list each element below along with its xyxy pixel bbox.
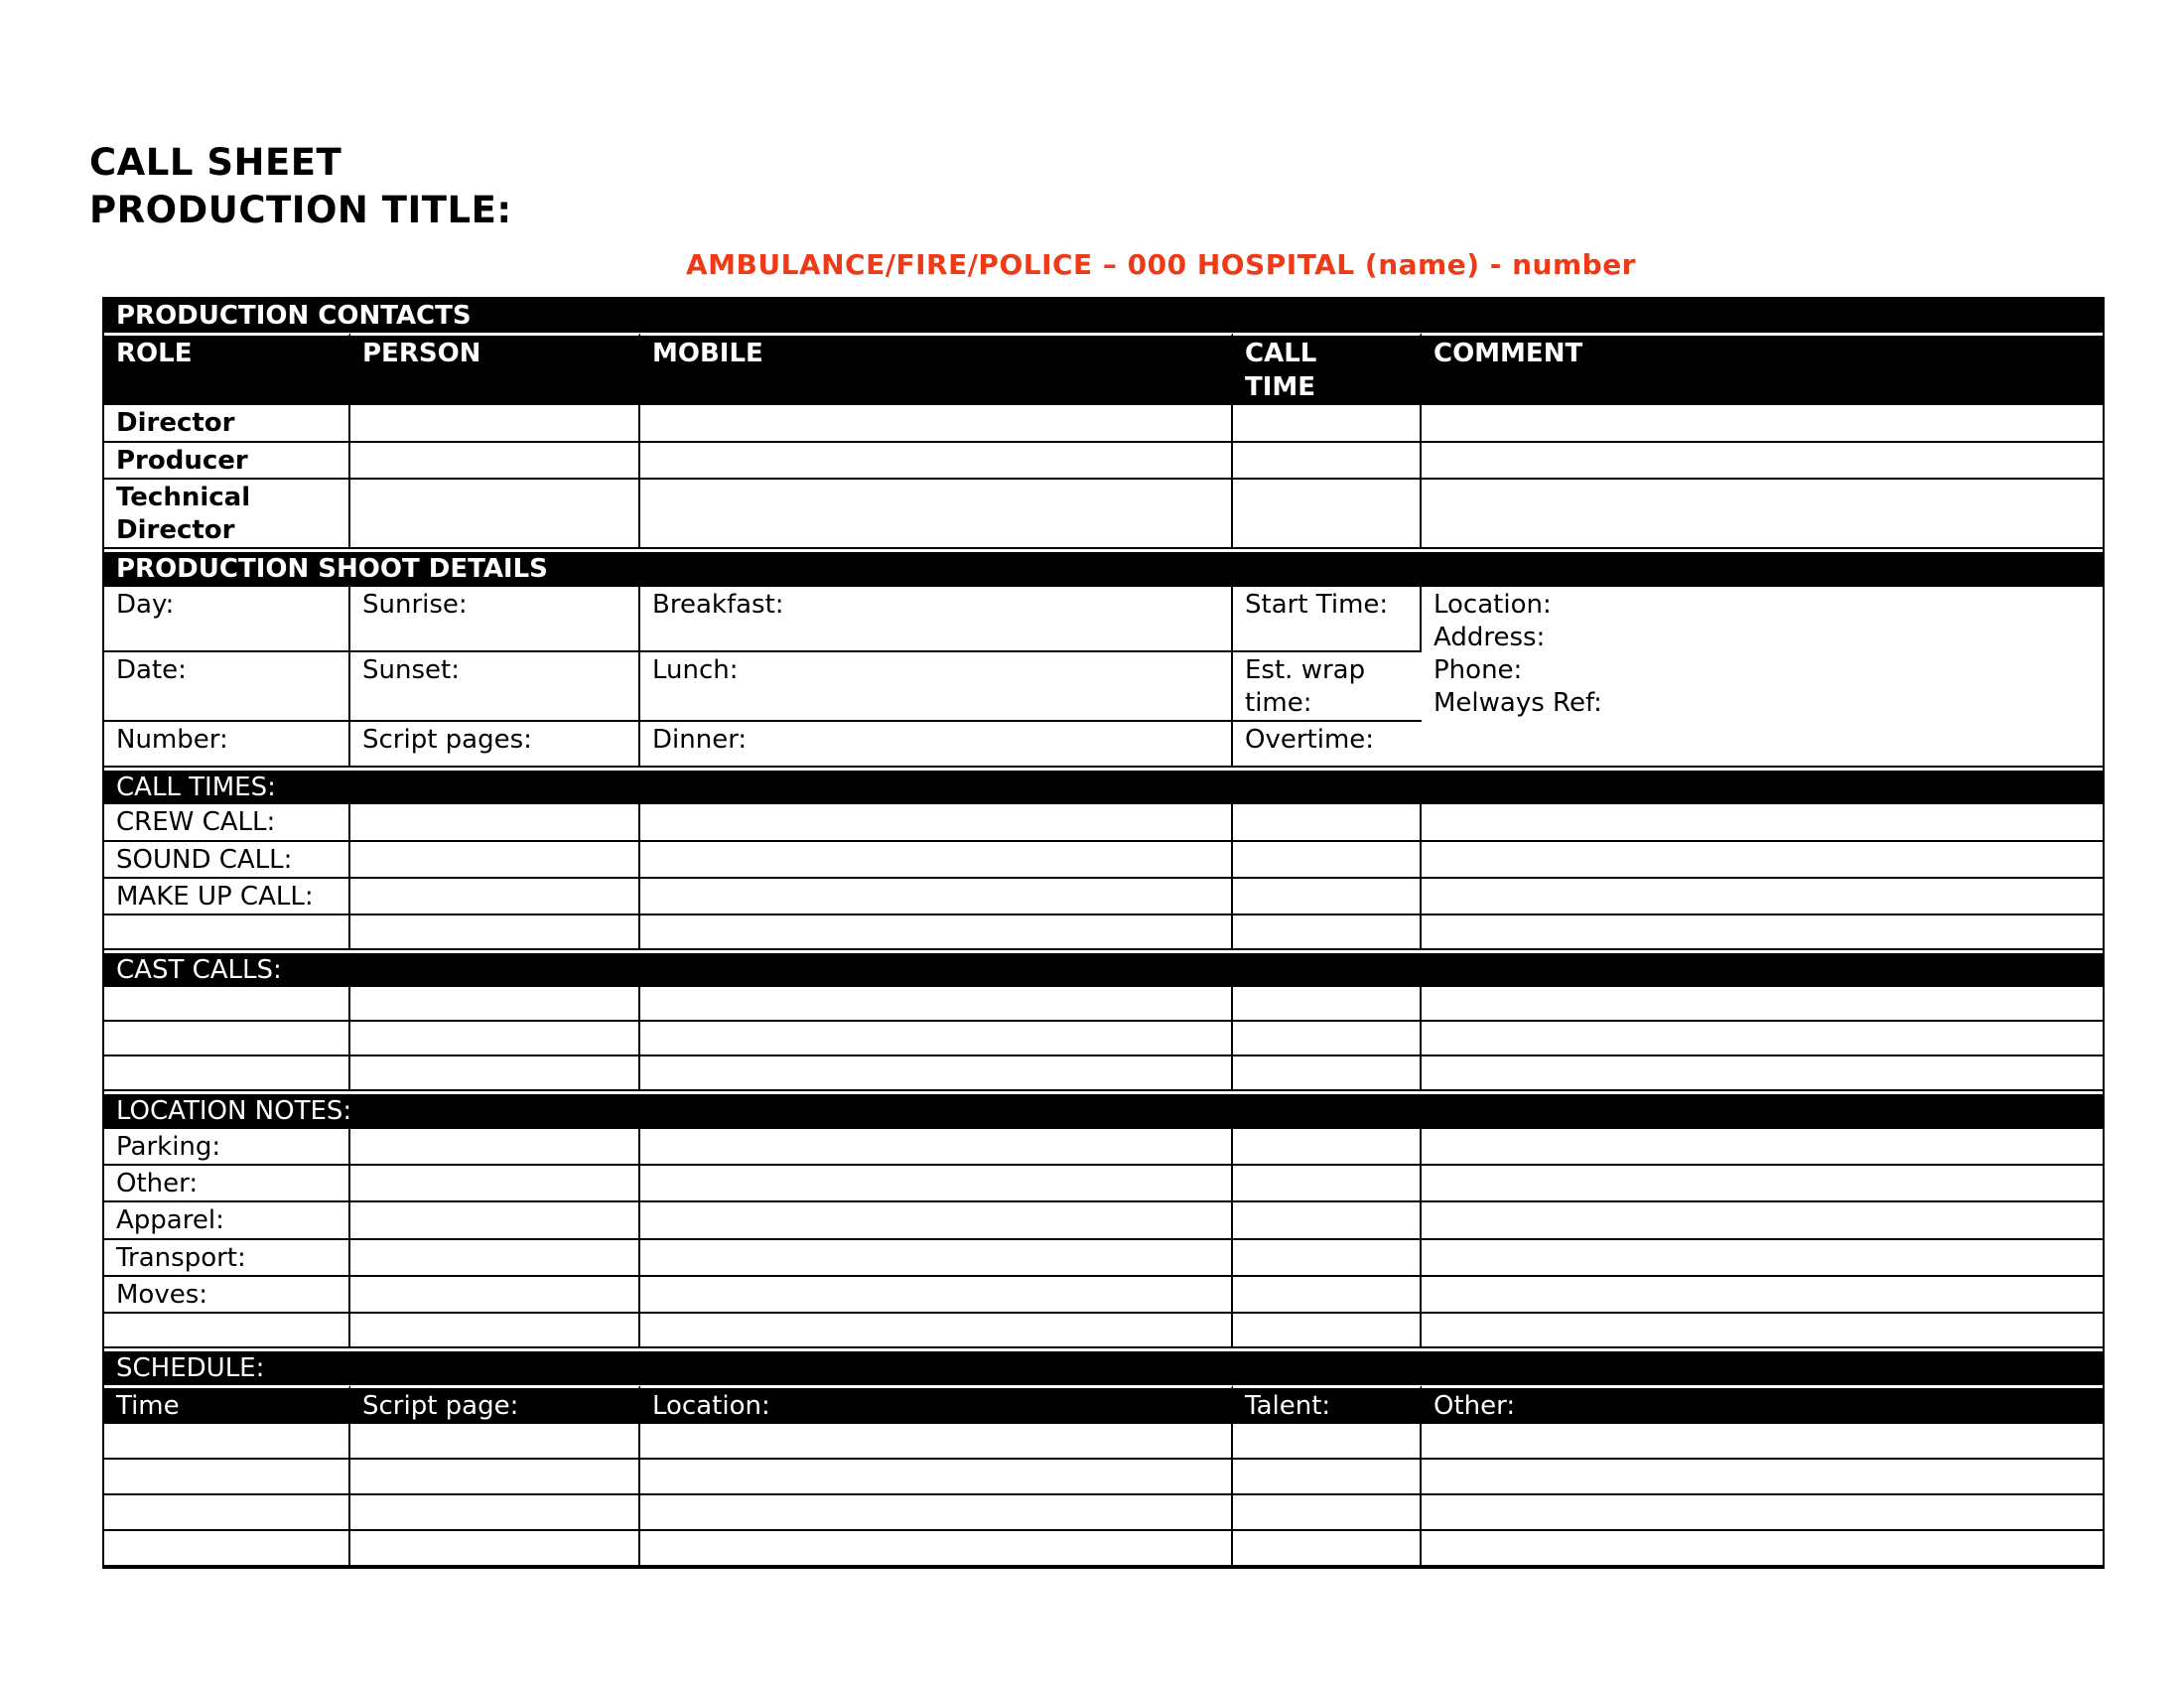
cast-call-cell[interactable] — [1422, 1056, 2103, 1091]
cast-call-cell[interactable] — [104, 1056, 350, 1091]
section-band-production-contacts: PRODUCTION CONTACTS — [104, 299, 2103, 333]
column-header-comment: COMMENT — [1422, 333, 2103, 405]
schedule-row-cell[interactable] — [640, 1531, 1233, 1567]
make-up-call-cell[interactable] — [1233, 879, 1422, 915]
column-header-call-time — [1233, 333, 1422, 405]
schedule-row-cell[interactable] — [104, 1460, 350, 1495]
table-row — [104, 1495, 2103, 1531]
schedule-row-cell[interactable] — [640, 1460, 1233, 1495]
make-up-call-cell[interactable] — [1422, 879, 2103, 915]
table-row — [104, 915, 2103, 950]
column-header-call-time-label: CALL TIME — [1245, 339, 1317, 402]
moves-cell[interactable] — [350, 1277, 640, 1314]
moves-cell[interactable] — [1233, 1277, 1422, 1314]
producer-mobile-cell[interactable] — [640, 443, 1233, 480]
table-row — [104, 1460, 2103, 1495]
section-band-call-times: CALL TIMES: — [104, 768, 2103, 804]
table-row — [104, 1277, 2103, 1314]
parking-cell[interactable] — [640, 1129, 1233, 1166]
role-label-director: Director — [104, 405, 350, 442]
blank-cell[interactable] — [1422, 915, 2103, 950]
table-row — [104, 1240, 2103, 1277]
table-row — [104, 987, 2103, 1022]
cast-call-cell[interactable] — [350, 1056, 640, 1091]
melways-ref-label[interactable]: Melways Ref: — [1433, 688, 1602, 719]
moves-cell[interactable] — [1422, 1277, 2103, 1314]
cast-call-cell[interactable] — [104, 987, 350, 1022]
schedule-header-talent: Talent: — [1233, 1385, 1422, 1423]
other-cell[interactable] — [1233, 1166, 1422, 1202]
crew-call-cell[interactable] — [1422, 804, 2103, 841]
cast-call-cell[interactable] — [640, 1022, 1233, 1056]
cast-call-cell[interactable] — [350, 1022, 640, 1056]
blank-cell[interactable] — [640, 1314, 1233, 1348]
other-cell[interactable] — [350, 1166, 640, 1202]
table-row — [104, 480, 2103, 550]
other-cell[interactable] — [1422, 1166, 2103, 1202]
location-address-block[interactable] — [1422, 587, 2103, 769]
make-up-call-cell[interactable] — [640, 879, 1233, 915]
director-call-time-cell[interactable] — [1233, 405, 1422, 442]
schedule-row-cell[interactable] — [104, 1531, 350, 1567]
cast-call-cell[interactable] — [104, 1022, 350, 1056]
column-header-person: PERSON — [350, 333, 640, 405]
producer-comment-cell[interactable] — [1422, 443, 2103, 480]
schedule-row-cell[interactable] — [1422, 1531, 2103, 1567]
transport-cell[interactable] — [350, 1240, 640, 1277]
schedule-row-cell[interactable] — [1233, 1495, 1422, 1531]
table-row — [104, 1531, 2103, 1567]
apparel-cell[interactable] — [1422, 1202, 2103, 1239]
page-title-line2: PRODUCTION TITLE: — [89, 189, 512, 231]
blank-cell[interactable] — [640, 915, 1233, 950]
other-cell[interactable] — [640, 1166, 1233, 1202]
lunch-label[interactable]: Lunch: — [640, 652, 1233, 723]
phone-label[interactable]: Phone: — [1433, 655, 1523, 686]
technical-director-call-time-cell[interactable] — [1233, 480, 1422, 550]
schedule-header-location: Location: — [640, 1385, 1233, 1423]
table-row — [104, 1166, 2103, 1202]
address-label[interactable]: Address: — [1433, 622, 1546, 652]
blank-cell[interactable] — [104, 915, 350, 950]
technical-director-comment-cell[interactable] — [1422, 480, 2103, 550]
schedule-row-cell[interactable] — [350, 1424, 640, 1460]
schedule-row-cell[interactable] — [1233, 1424, 1422, 1460]
make-up-call-cell[interactable] — [350, 879, 640, 915]
blank-cell[interactable] — [1422, 1314, 2103, 1348]
table-row — [104, 1129, 2103, 1166]
producer-call-time-cell[interactable] — [1233, 443, 1422, 480]
director-person-cell[interactable] — [350, 405, 640, 442]
technical-director-person-cell[interactable] — [350, 480, 640, 550]
sound-call-cell[interactable] — [640, 842, 1233, 879]
table-row — [104, 443, 2103, 480]
blank-cell[interactable] — [350, 915, 640, 950]
sound-call-cell[interactable] — [1422, 842, 2103, 879]
cast-call-cell[interactable] — [1233, 1056, 1422, 1091]
breakfast-label[interactable]: Breakfast: — [640, 587, 1233, 652]
moves-cell[interactable] — [640, 1277, 1233, 1314]
location-label[interactable]: Location: — [1433, 589, 1552, 620]
crew-call-cell[interactable] — [640, 804, 1233, 841]
overtime-label[interactable]: Overtime: — [1233, 722, 1422, 768]
other-label: Other: — [104, 1166, 350, 1202]
cast-call-cell[interactable] — [1233, 1022, 1422, 1056]
page-title — [89, 139, 2184, 234]
role-label-producer: Producer — [104, 443, 350, 480]
start-time-label[interactable]: Start Time: — [1233, 587, 1422, 652]
schedule-row-cell[interactable] — [1233, 1460, 1422, 1495]
table-row — [104, 1424, 2103, 1460]
blank-cell[interactable] — [1233, 915, 1422, 950]
table-row — [104, 1056, 2103, 1091]
cast-call-cell[interactable] — [1233, 987, 1422, 1022]
sound-call-label: SOUND CALL: — [104, 842, 350, 879]
cast-call-cell[interactable] — [350, 987, 640, 1022]
sunset-label[interactable]: Sunset: — [350, 652, 640, 723]
schedule-row-cell[interactable] — [350, 1460, 640, 1495]
schedule-header-other: Other: — [1422, 1385, 2103, 1423]
dinner-label[interactable]: Dinner: — [640, 722, 1233, 768]
section-band-schedule: SCHEDULE: — [104, 1348, 2103, 1385]
sound-call-cell[interactable] — [1233, 842, 1422, 879]
crew-call-cell[interactable] — [1233, 804, 1422, 841]
schedule-header-script-page: Script page: — [350, 1385, 640, 1423]
section-band-location-notes: LOCATION NOTES: — [104, 1091, 2103, 1128]
page-title-line1: CALL SHEET — [89, 141, 342, 184]
producer-person-cell[interactable] — [350, 443, 640, 480]
cast-call-cell[interactable] — [1422, 1022, 2103, 1056]
table-row — [104, 1202, 2103, 1239]
make-up-call-label: MAKE UP CALL: — [104, 879, 350, 915]
schedule-row-cell[interactable] — [1422, 1495, 2103, 1531]
crew-call-label: CREW CALL: — [104, 804, 350, 841]
day-label[interactable]: Day: — [104, 587, 350, 652]
apparel-cell[interactable] — [1233, 1202, 1422, 1239]
transport-cell[interactable] — [1422, 1240, 2103, 1277]
column-header-role: ROLE — [104, 333, 350, 405]
parking-cell[interactable] — [1422, 1129, 2103, 1166]
est-wrap-time-label[interactable]: Est. wrap time: — [1233, 652, 1422, 723]
table-row — [104, 1314, 2103, 1348]
column-header-mobile: MOBILE — [640, 333, 1233, 405]
schedule-row-cell[interactable] — [1422, 1460, 2103, 1495]
table-row — [104, 1022, 2103, 1056]
parking-label: Parking: — [104, 1129, 350, 1166]
call-sheet-table — [102, 297, 2105, 1569]
technical-director-mobile-cell[interactable] — [640, 480, 1233, 550]
schedule-row-cell[interactable] — [104, 1424, 350, 1460]
table-row — [104, 804, 2103, 841]
schedule-row-cell[interactable] — [1422, 1424, 2103, 1460]
apparel-cell[interactable] — [640, 1202, 1233, 1239]
moves-label: Moves: — [104, 1277, 350, 1314]
parking-cell[interactable] — [1233, 1129, 1422, 1166]
section-band-production-shoot-details: PRODUCTION SHOOT DETAILS — [104, 549, 2103, 586]
transport-cell[interactable] — [640, 1240, 1233, 1277]
sunrise-label[interactable]: Sunrise: — [350, 587, 640, 652]
emergency-contact-line: AMBULANCE/FIRE/POLICE – 000 HOSPITAL (name) - number — [686, 248, 1636, 281]
apparel-label: Apparel: — [104, 1202, 350, 1239]
schedule-row-cell[interactable] — [640, 1424, 1233, 1460]
schedule-row-cell[interactable] — [350, 1531, 640, 1567]
blank-cell[interactable] — [104, 1314, 350, 1348]
transport-label: Transport: — [104, 1240, 350, 1277]
table-row — [104, 587, 2103, 652]
schedule-row-cell[interactable] — [1233, 1531, 1422, 1567]
script-pages-label[interactable]: Script pages: — [350, 722, 640, 768]
number-label[interactable]: Number: — [104, 722, 350, 768]
transport-cell[interactable] — [1233, 1240, 1422, 1277]
director-mobile-cell[interactable] — [640, 405, 1233, 442]
table-row — [104, 879, 2103, 915]
role-label-technical-director: Technical Director — [104, 480, 350, 550]
schedule-row-cell[interactable] — [350, 1495, 640, 1531]
director-comment-cell[interactable] — [1422, 405, 2103, 442]
schedule-header-time: Time — [104, 1385, 350, 1423]
blank-cell[interactable] — [1233, 1314, 1422, 1348]
cast-call-cell[interactable] — [1422, 987, 2103, 1022]
schedule-row-cell[interactable] — [640, 1495, 1233, 1531]
cast-call-cell[interactable] — [640, 987, 1233, 1022]
crew-call-cell[interactable] — [350, 804, 640, 841]
apparel-cell[interactable] — [350, 1202, 640, 1239]
cast-call-cell[interactable] — [640, 1056, 1233, 1091]
table-row — [104, 405, 2103, 442]
schedule-row-cell[interactable] — [104, 1495, 350, 1531]
date-label[interactable]: Date: — [104, 652, 350, 723]
parking-cell[interactable] — [350, 1129, 640, 1166]
sound-call-cell[interactable] — [350, 842, 640, 879]
table-row — [104, 842, 2103, 879]
section-band-cast-calls: CAST CALLS: — [104, 950, 2103, 987]
blank-cell[interactable] — [350, 1314, 640, 1348]
